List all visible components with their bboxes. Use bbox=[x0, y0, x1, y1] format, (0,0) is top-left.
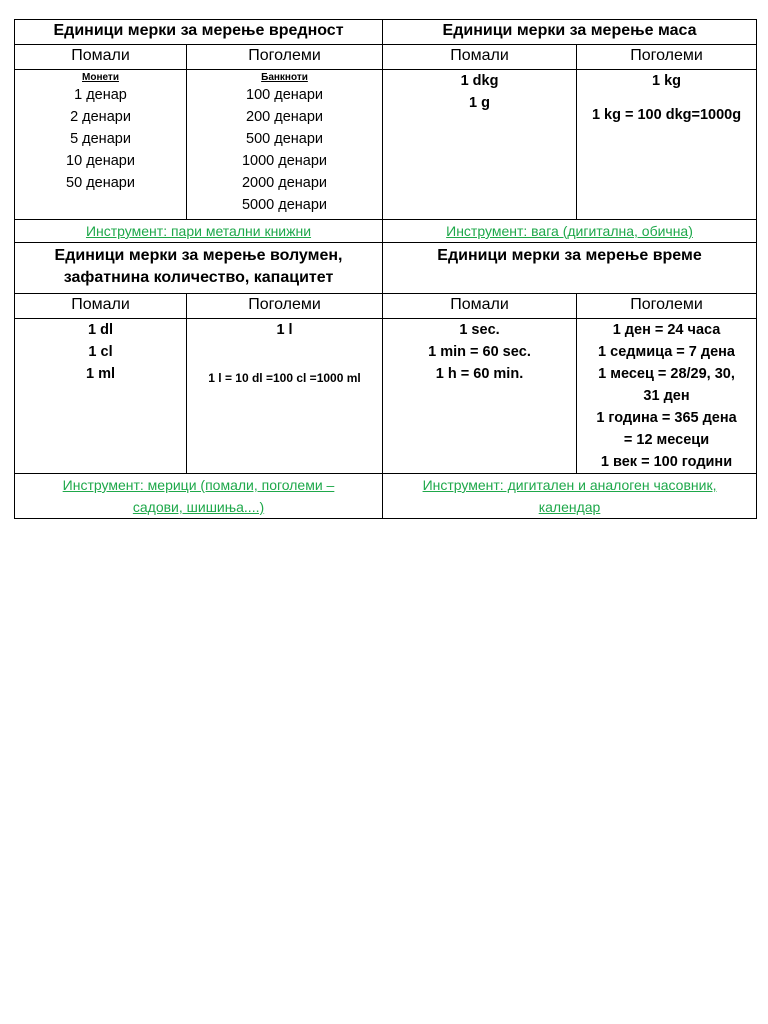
time-bigger-item: 1 век = 100 години bbox=[600, 454, 733, 470]
time-bigger-item: 1 седмица = 7 дена bbox=[598, 344, 735, 360]
note-item: 2000 денари bbox=[241, 175, 328, 191]
note-item: 1000 денари bbox=[241, 153, 328, 169]
note-item: 5000 денари bbox=[241, 197, 328, 213]
mass-bigger-item: 1 kg bbox=[652, 73, 682, 89]
note-item: 200 денари bbox=[246, 109, 323, 125]
coin-item: 10 денари bbox=[66, 153, 135, 169]
volume-instrument-line: Инструмент: мерици (помали, поголеми – bbox=[62, 477, 335, 493]
time-smaller-cell bbox=[383, 319, 577, 474]
mass-smaller-item: 1 dkg bbox=[460, 73, 499, 89]
mass-smaller-header: Помали bbox=[383, 45, 577, 70]
time-smaller-item: 1 h = 60 min. bbox=[435, 366, 524, 382]
mass-instrument: Инструмент: вага (дигитална, обична) bbox=[383, 220, 757, 243]
volume-bigger-cell bbox=[187, 319, 383, 474]
value-instrument: Инструмент: пари метални книжни bbox=[15, 220, 383, 243]
time-bigger-cell bbox=[577, 319, 757, 474]
volume-title-line: зафатнина количество, капацитет bbox=[63, 269, 334, 286]
volume-smaller-header: Помали bbox=[15, 294, 187, 319]
volume-smaller-cell bbox=[15, 319, 187, 474]
time-instrument-line: Инструмент: дигитален и аналоген часовник, bbox=[422, 477, 717, 493]
value-bigger-header: Поголеми bbox=[187, 45, 383, 70]
mass-formula: 1 kg = 100 dkg=1000g bbox=[591, 107, 742, 123]
note-item: 500 денари bbox=[246, 131, 323, 147]
volume-section-title bbox=[15, 243, 383, 294]
notes-cell bbox=[187, 70, 383, 220]
mass-smaller-cell bbox=[383, 70, 577, 220]
mass-bigger-header: Поголеми bbox=[577, 45, 757, 70]
coins-cell bbox=[15, 70, 187, 220]
volume-title-line: Единици мерки за мерење волумен, bbox=[54, 247, 343, 264]
notes-label: Банкноти bbox=[261, 72, 308, 83]
note-item: 100 денари bbox=[246, 87, 323, 103]
time-section-title: Единици мерки за мерење време bbox=[383, 243, 757, 294]
time-bigger-item: 1 месец = 28/29, 30, bbox=[598, 366, 735, 382]
coin-item: 1 денар bbox=[74, 87, 127, 103]
coins-label: Монети bbox=[82, 72, 119, 83]
time-bigger-item: 1 ден = 24 часа bbox=[612, 322, 721, 338]
time-bigger-item: 31 ден bbox=[643, 388, 690, 404]
volume-formula: 1 l = 10 dl =100 cl =1000 ml bbox=[208, 371, 361, 385]
time-smaller-item: 1 sec. bbox=[459, 322, 500, 338]
time-instrument-line: календар bbox=[538, 499, 601, 515]
mass-section-title: Единици мерки за мерење маса bbox=[383, 20, 757, 45]
coin-item: 50 денари bbox=[66, 175, 135, 191]
volume-instrument bbox=[15, 474, 383, 519]
coin-item: 5 денари bbox=[70, 131, 131, 147]
coin-item: 2 денари bbox=[70, 109, 131, 125]
value-section-title: Единици мерки за мерење вредност bbox=[15, 20, 383, 45]
time-smaller-header: Помали bbox=[383, 294, 577, 319]
volume-smaller-item: 1 dl bbox=[88, 322, 113, 338]
time-bigger-item: = 12 месеци bbox=[623, 432, 710, 448]
time-bigger-header: Поголеми bbox=[577, 294, 757, 319]
mass-smaller-item: 1 g bbox=[469, 95, 490, 111]
mass-bigger-cell bbox=[577, 70, 757, 220]
units-table bbox=[14, 19, 757, 519]
volume-smaller-item: 1 ml bbox=[85, 366, 115, 382]
time-smaller-item: 1 min = 60 sec. bbox=[428, 344, 531, 360]
volume-instrument-line: садови, шишиња....) bbox=[132, 499, 265, 515]
time-bigger-item: 1 година = 365 дена bbox=[596, 410, 737, 426]
value-smaller-header: Помали bbox=[15, 45, 187, 70]
volume-smaller-item: 1 cl bbox=[88, 344, 113, 360]
volume-bigger-item: 1 l bbox=[276, 322, 293, 338]
time-instrument bbox=[383, 474, 757, 519]
volume-bigger-header: Поголеми bbox=[187, 294, 383, 319]
